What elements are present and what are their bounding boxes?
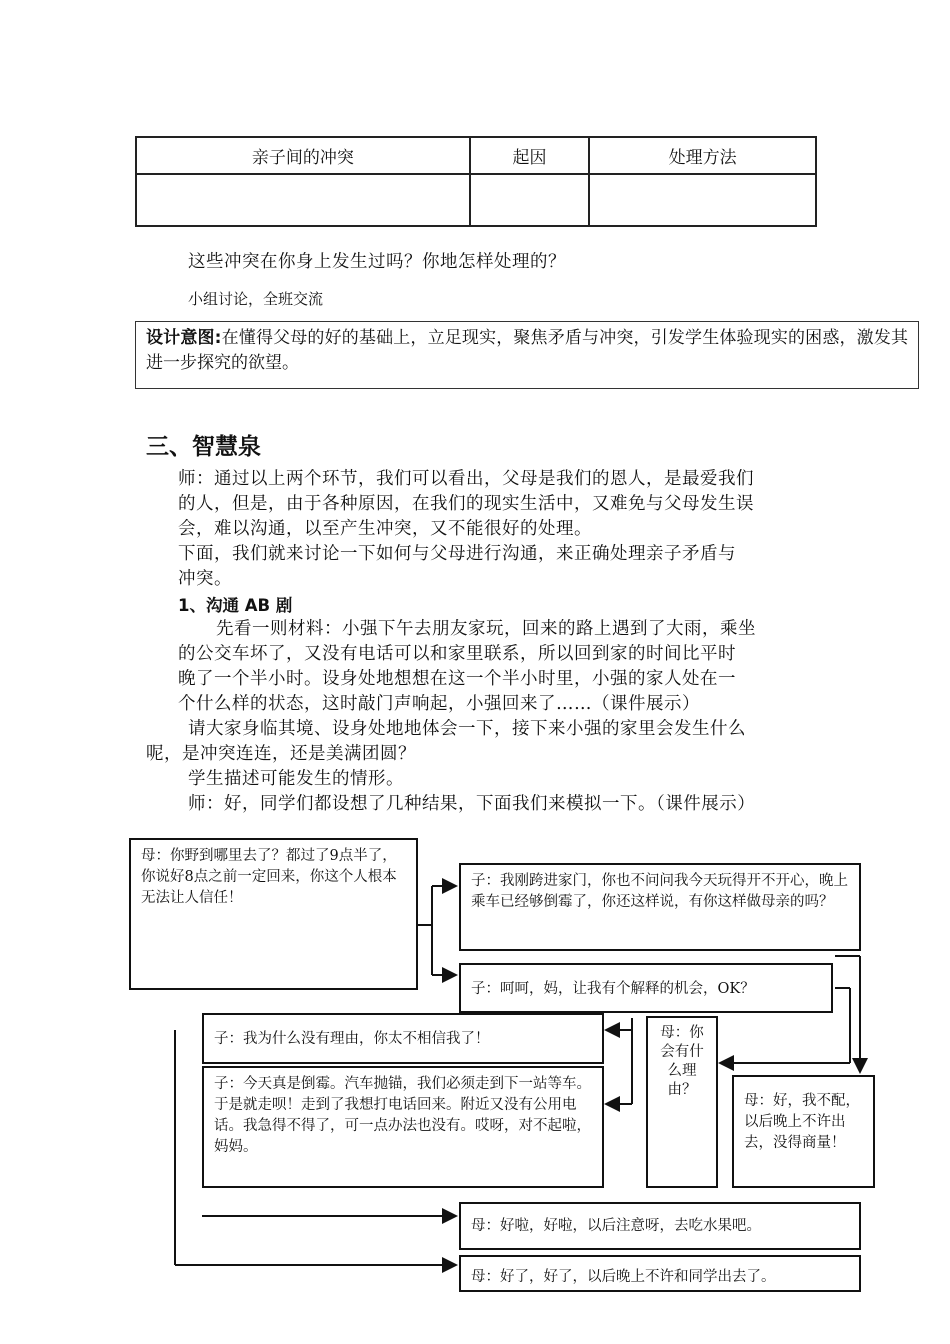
text-line: 下面，我们就来讨论一下如何与父母进行沟通，来正确处理亲子矛盾与 (178, 544, 736, 564)
question-text: 这些冲突在你身上发生过吗？你地怎样处理的？ (188, 252, 566, 272)
text-line: 个什么样的状态，这时敲门声响起，小强回来了……（课件展示） (178, 694, 700, 714)
flow-box-mother-no: 母：好，我不配，以后晚上不许出去，没得商量！ (732, 1075, 875, 1188)
flow-box-son-b: 子：呵呵，妈，让我有个解释的机会，OK？ (459, 963, 833, 1013)
flow-box-mother-question: 母：你会有什么理由？ (646, 1016, 718, 1188)
design-intent-text: 在懂得父母的好的基础上，立足现实，聚焦矛盾与冲突，引发学生体验现实的困惑，激发其进一步探究的欲望。 (146, 328, 908, 373)
text-line: 冲突。 (178, 569, 232, 589)
flow-box-mother-start: 母：你野到哪里去了？都过了9点半了，你说好8点之前一定回来，你这个人根本无法让人信任！ (129, 838, 418, 990)
text-line: 先看一则材料：小强下午去朋友家玩，回来的路上遇到了大雨，乘坐 (216, 619, 756, 639)
subheading: 1、沟通 AB 剧 (178, 596, 293, 615)
text-line: 的公交车坏了，又没有电话可以和家里联系，所以回到家的时间比平时 (178, 644, 736, 664)
flow-box-son-a: 子：我刚跨进家门，你也不问问我今天玩得开不开心，晚上乘车已经够倒霉了，你还这样说，有你这样做母亲的吗？ (459, 863, 861, 951)
text-line: 学生描述可能发生的情形。 (188, 769, 404, 789)
text-line: 师：好，同学们都设想了几种结果，下面我们来模拟一下。（课件展示） (188, 794, 756, 814)
text-line: 呢，是冲突连连，还是美满团圆？ (146, 744, 416, 764)
flow-box-mother-ok: 母：好啦，好啦，以后注意呀，去吃水果吧。 (459, 1202, 861, 1250)
design-intent-label: 设计意图: (146, 328, 222, 348)
text-line: 的人，但是，由于各种原因，在我们的现实生活中，又难免与父母发生误 (178, 494, 754, 514)
flow-box-son-c: 子：我为什么没有理由，你太不相信我了！ (202, 1013, 604, 1064)
text-line: 晚了一个半小时。设身处地想想在这一个半小时里，小强的家人处在一 (178, 669, 736, 689)
flow-box-son-d: 子：今天真是倒霉。汽车抛锚，我们必须走到下一站等车。于是就走呗！走到了我想打电话回来。附近又没有公用电话。我急得不得了，可一点办法也没有。哎呀，对不起啦，妈妈。 (202, 1066, 604, 1188)
table-header-method: 处理方法 (589, 137, 816, 174)
discussion-text: 小组讨论，全班交流 (188, 290, 324, 308)
section-title: 三、智慧泉 (146, 434, 261, 460)
table-header-conflict: 亲子间的冲突 (136, 137, 470, 174)
flow-box-mother-end: 母：好了，好了，以后晚上不许和同学出去了。 (459, 1255, 861, 1292)
text-line: 会，难以沟通，以至产生冲突，又不能很好的处理。 (178, 519, 592, 539)
table-header-cause: 起因 (470, 137, 590, 174)
text-line: 请大家身临其境、设身处地地体会一下，接下来小强的家里会发生什么 (188, 719, 746, 739)
text-line: 师：通过以上两个环节，我们可以看出，父母是我们的恩人，是最爱我们 (178, 469, 754, 489)
